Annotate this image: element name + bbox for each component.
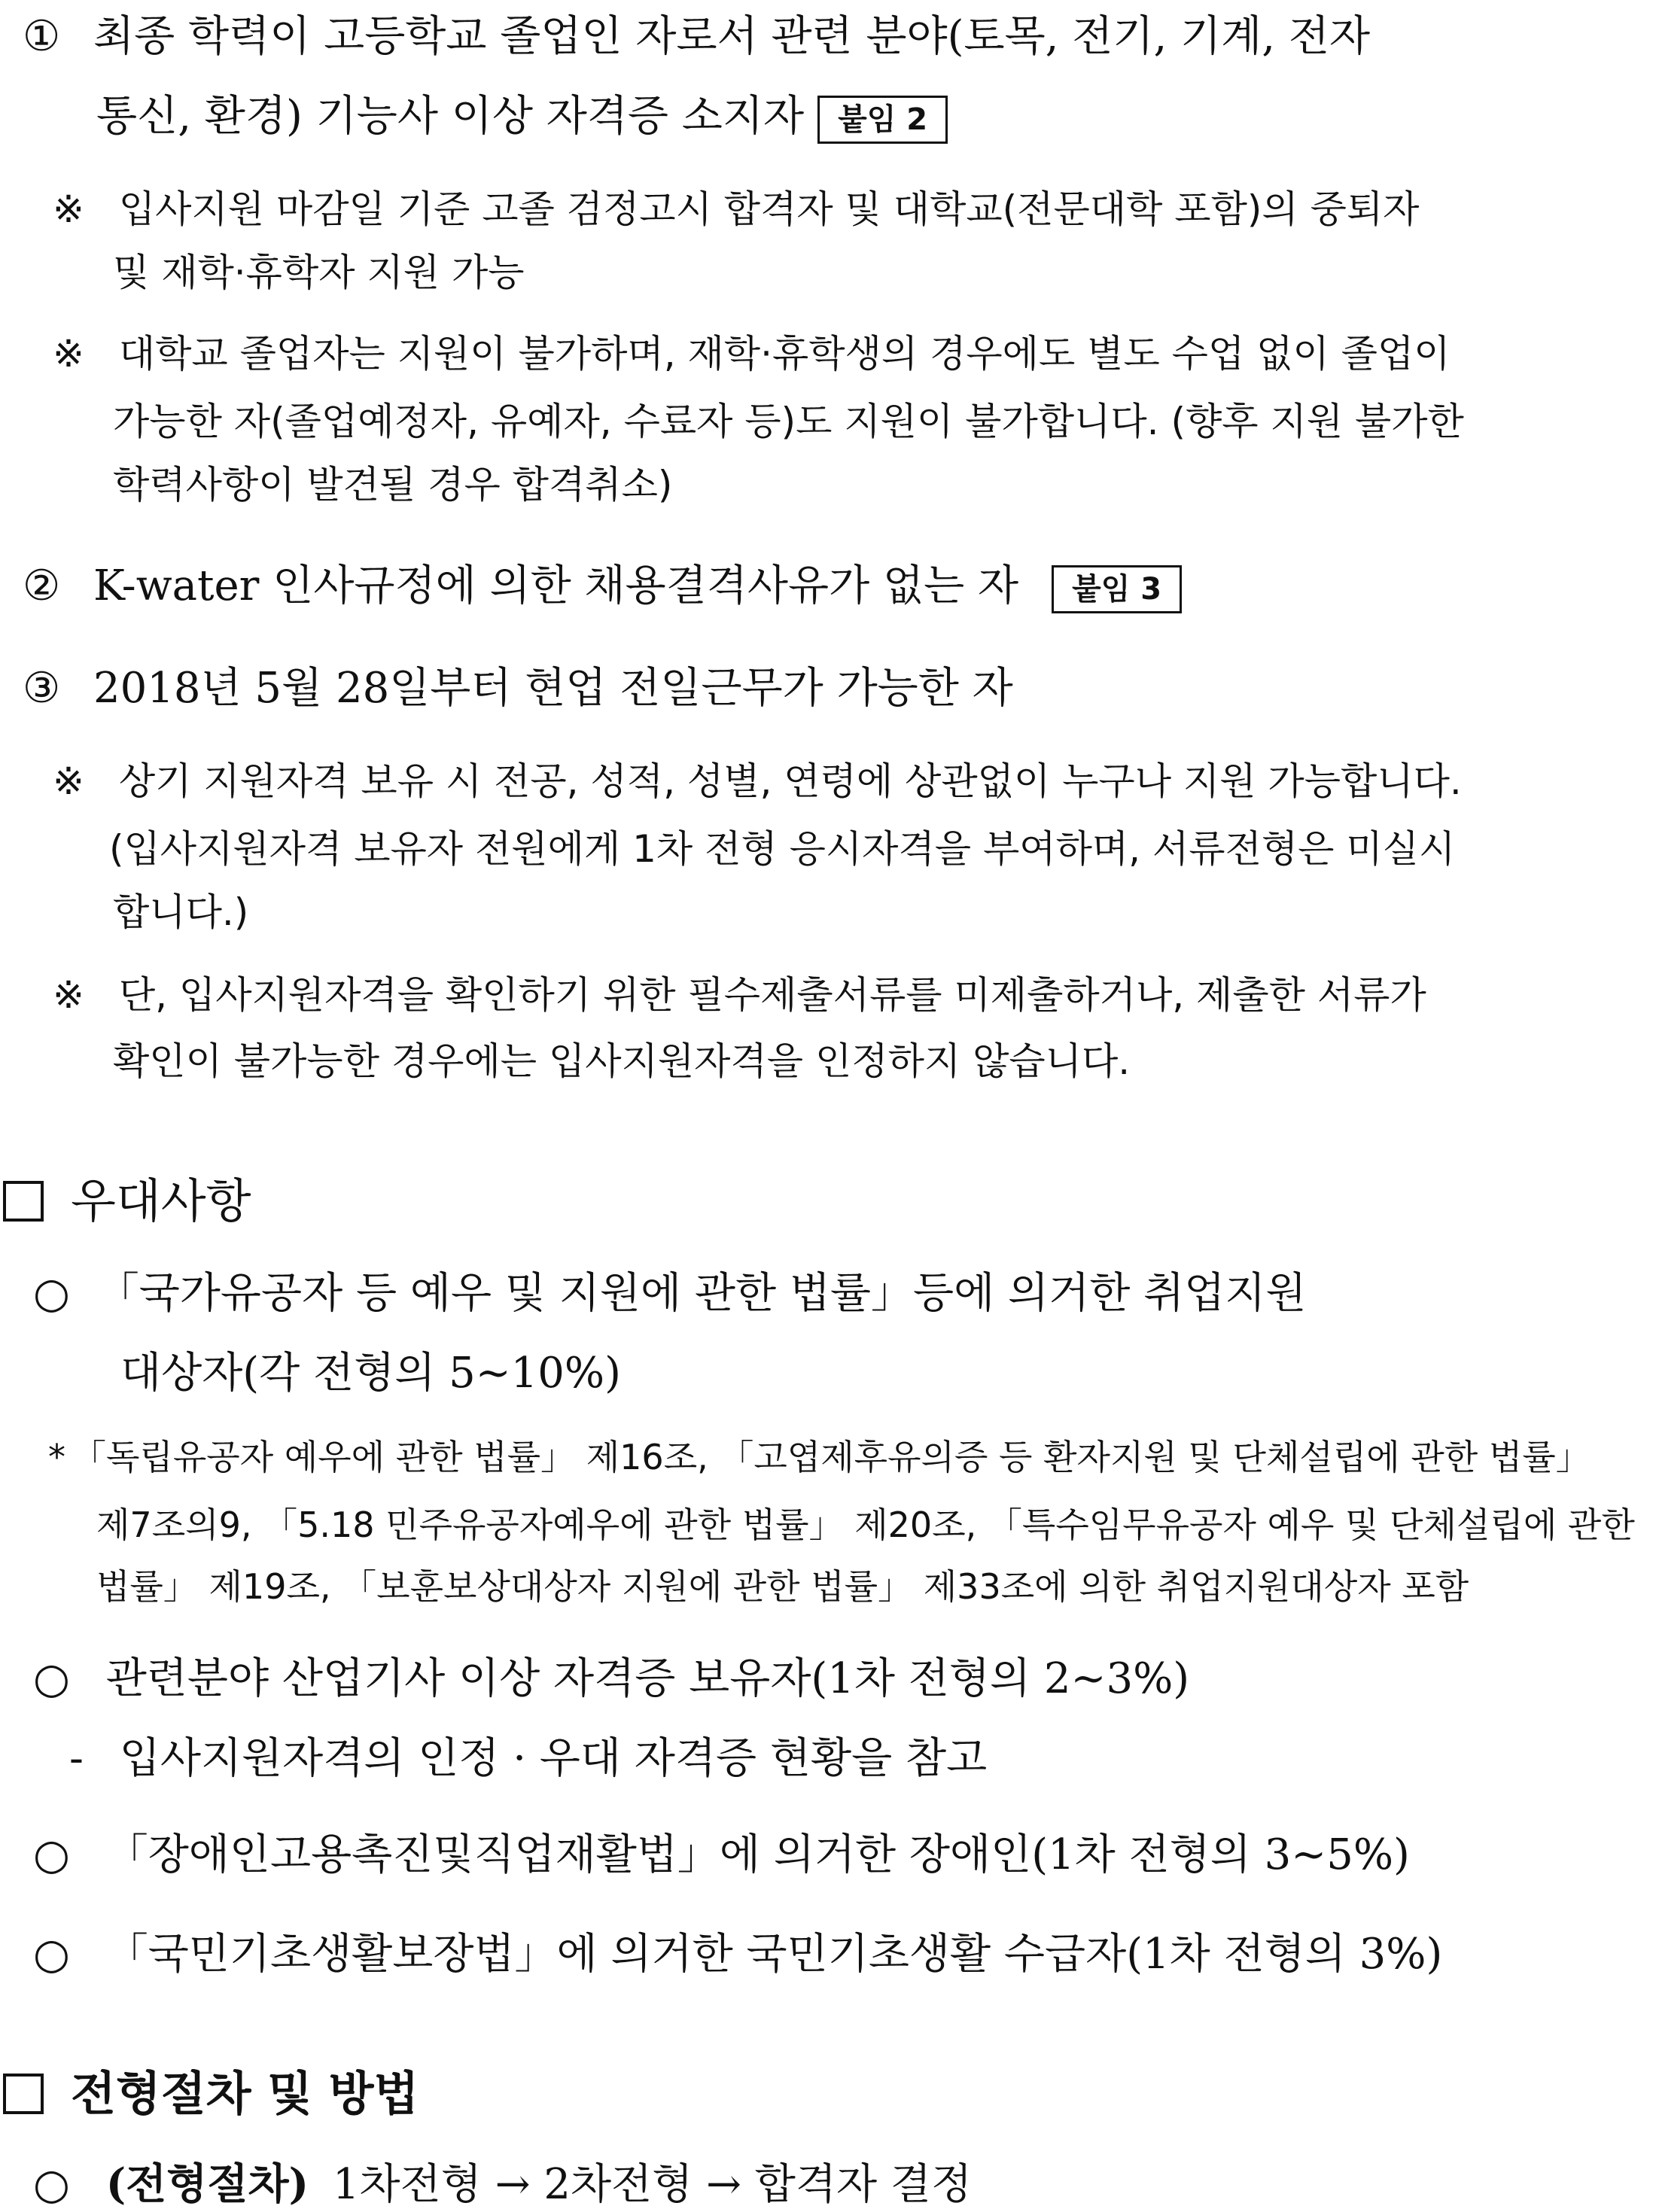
preference-footnote-line-3: 법률」 제19조, 「보훈보상대상자 지원에 관한 법률」 제33조에 의한 취업지원대상자 포함 (96, 1566, 1469, 1607)
eligibility-item-3: ③ 2018년 5월 28일부터 현업 전일근무가 가능한 자 (23, 664, 1013, 713)
circled-number-3: ③ (23, 664, 61, 713)
reference-mark: ※ (53, 187, 84, 231)
selection-procedure-label: (전형절차) (105, 2159, 309, 2209)
dash-mark: - (69, 1734, 84, 1783)
note-3-line-3: 합니다.) (113, 890, 249, 934)
preference-item-2: ○ 관련분야 산업기사 이상 자격증 보유자(1차 전형의 2~3%) (33, 1654, 1190, 1703)
section-heading-selection: 전형절차 및 방법 (3, 2056, 419, 2123)
note-1-line-1: ※ 입사지원 마감일 기준 고졸 검정고시 합격자 및 대학교(전문대학 포함)의 중퇴자 (53, 187, 1420, 231)
circled-number-1: ① (23, 12, 61, 61)
checkbox-square-icon (3, 2074, 44, 2114)
note-2-line-2: 가능한 자(졸업예정자, 유예자, 수료자 등)도 지원이 불가합니다. (향후 지원 불가한 (113, 400, 1464, 443)
bullet-circle: ○ (33, 1830, 70, 1879)
preference-item-4: ○ 「국민기초생활보장법」에 의거한 국민기초생활 수급자(1차 전형의 3%) (33, 1930, 1443, 1979)
attachment-badge-3: 붙임 3 (1052, 565, 1182, 613)
bullet-circle: ○ (33, 1269, 70, 1318)
bullet-circle: ○ (33, 1654, 70, 1703)
checkbox-square-icon (3, 1181, 44, 1222)
preference-footnote-line-2: 제7조의9, 「5.18 민주유공자예우에 관한 법률」 제20조, 「특수임무유공자 예우 및 단체설립에 관한 (96, 1505, 1635, 1545)
bullet-circle: ○ (33, 1930, 70, 1979)
eligibility-item-1-line-2: 통신, 환경) 기능사 이상 자격증 소지자 붙임 2 (96, 83, 948, 144)
preference-item-3: ○ 「장애인고용촉진및직업재활법」에 의거한 장애인(1차 전형의 3~5%) (33, 1830, 1410, 1879)
asterisk-mark: * (48, 1437, 65, 1477)
note-2-line-1: ※ 대학교 졸업자는 지원이 불가하며, 재학·휴학생의 경우에도 별도 수업 없이 졸업이 (53, 332, 1451, 376)
preference-item-2-sub: - 입사지원자격의 인정 · 우대 자격증 현황을 참고 (69, 1734, 988, 1783)
eligibility-item-1-line-1: ① 최종 학력이 고등학교 졸업인 자로서 관련 분야(토목, 전기, 기계, 전자 (23, 12, 1371, 61)
bullet-circle: ○ (33, 2160, 70, 2209)
attachment-badge-2: 붙임 2 (817, 96, 948, 144)
reference-mark: ※ (53, 973, 84, 1017)
section-heading-preference: 우대사항 (3, 1164, 251, 1231)
note-2-line-3: 학력사항이 발견될 경우 합격취소) (113, 463, 673, 507)
note-4-line-2: 확인이 불가능한 경우에는 입사지원자격을 인정하지 않습니다. (113, 1039, 1131, 1083)
reference-mark: ※ (53, 759, 84, 803)
circled-number-2: ② (23, 561, 61, 610)
note-4-line-1: ※ 단, 입사지원자격을 확인하기 위한 필수제출서류를 미제출하거나, 제출한 서류가 (53, 973, 1426, 1017)
note-3-line-1: ※ 상기 지원자격 보유 시 전공, 성적, 성별, 연령에 상관없이 누구나 지원 가능합니다. (53, 759, 1462, 803)
note-1-line-2: 및 재학·휴학자 지원 가능 (113, 251, 525, 294)
eligibility-item-2: ② K-water 인사규정에 의한 채용결격사유가 없는 자 붙임 3 (23, 552, 1182, 613)
preference-item-1-line-1: ○ 「국가유공자 등 예우 및 지원에 관한 법률」등에 의거한 취업지원 (33, 1269, 1307, 1318)
note-3-line-2: (입사지원자격 보유자 전원에게 1차 전형 응시자격을 부여하며, 서류전형은 미실시 (109, 827, 1456, 871)
preference-footnote-line-1: * 「독립유공자 예우에 관한 법률」 제16조, 「고엽제후유의증 등 환자지원 및 단체설립에 관한 법률」 (48, 1437, 1591, 1477)
reference-mark: ※ (53, 332, 84, 376)
preference-item-1-line-2: 대상자(각 전형의 5~10%) (120, 1349, 621, 1398)
selection-item-1: ○ (전형절차) 1차전형 → 2차전형 → 합격자 결정 (33, 2159, 973, 2209)
